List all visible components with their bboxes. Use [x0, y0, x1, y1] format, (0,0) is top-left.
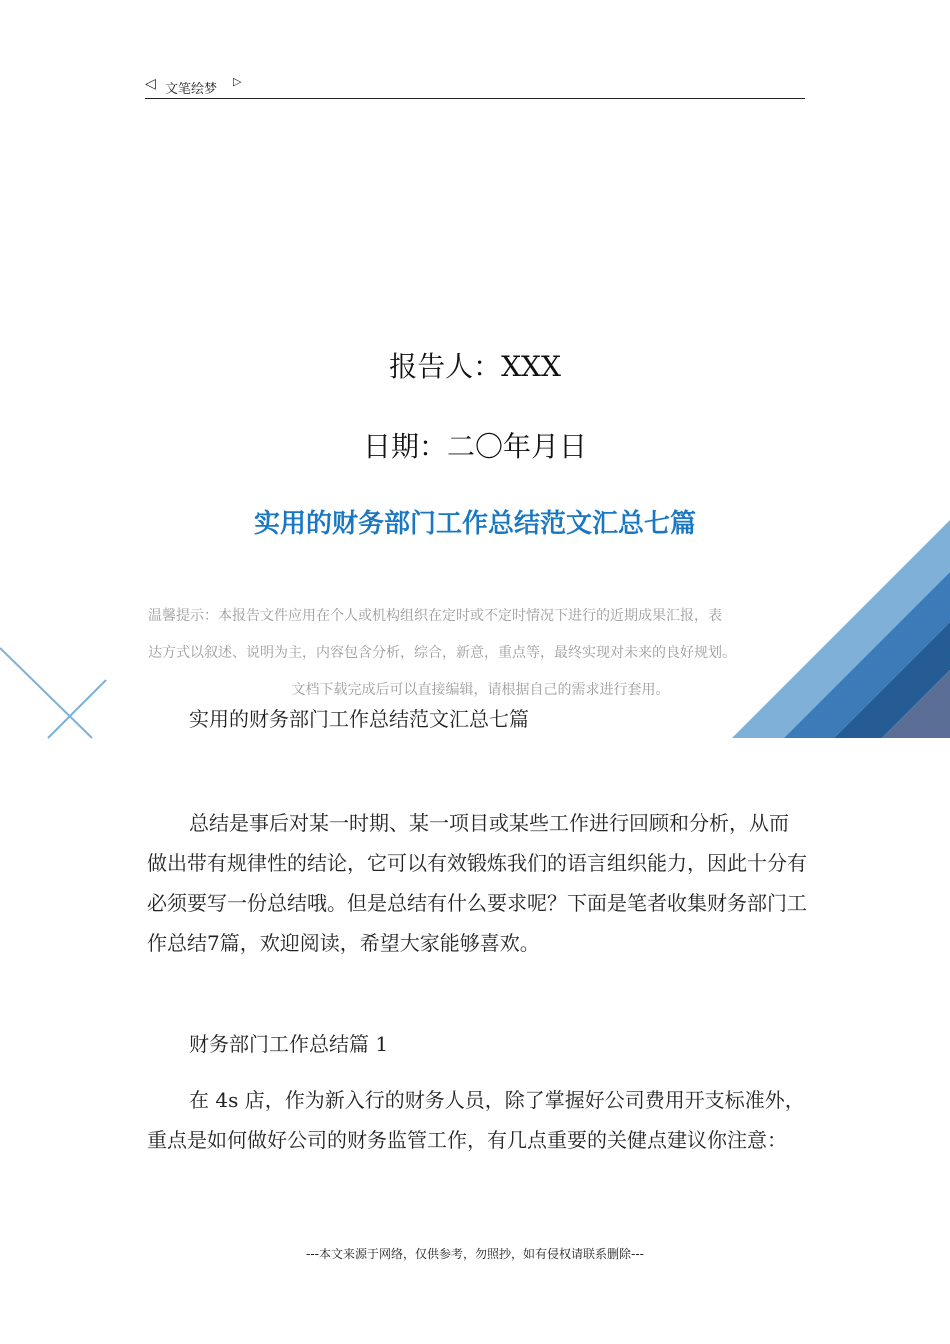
page-header: [145, 74, 805, 99]
intro-paragraph: [147, 803, 807, 963]
page-footer: ---本文来源于网络，仅供参考，勿照抄，如有侵权请联系删除---: [306, 1247, 644, 1261]
section-title: 财务部门工作总结篇 1: [189, 1032, 389, 1056]
triangle-left-icon: ◁: [145, 76, 156, 92]
section-paragraph-text: 在 4s 店，作为新入行的财务人员，除了掌握好公司费用开支标准外，重点是如何做好公司的财务监管工作，有几点重要的关健点建议你注意：: [147, 1088, 805, 1152]
body-subtitle: 实用的财务部门工作总结范文汇总七篇: [189, 707, 529, 731]
reminder-line-1: 温馨提示：本报告文件应用在个人或机构组织在定时或不定时情况下进行的近期成果汇报，表: [148, 608, 722, 624]
reminder-line-2: 达方式以叙述、说明为主，内容包含分析，综合，新意，重点等，最终实现对未来的良好规划。: [148, 645, 736, 661]
triangle-right-icon: ▷: [233, 75, 242, 88]
reminder-line-3: 文档下载完成后可以直接编辑，请根据自己的需求进行套用。: [291, 682, 670, 698]
document-title: 实用的财务部门工作总结范文汇总七篇: [253, 509, 696, 539]
intro-text: 总结是事后对某一时期、某一项目或某些工作进行回顾和分析，从而做出带有规律性的结论，它可以有效锻炼我们的语言组织能力，因此十分有必须要写一份总结哦。但是总结有什么要求呢？下面是笔者收集财务部门工作总结7篇，欢迎阅读，希望大家能够喜欢。: [147, 811, 807, 955]
brand-label: 文笔绘梦: [165, 82, 218, 97]
reporter-line: 报告人：XXX: [389, 350, 561, 383]
decorative-cross-left: [0, 620, 120, 740]
reminder-note: [148, 598, 813, 709]
date-line: 日期：二〇年月日: [362, 430, 587, 463]
section-paragraph: [147, 1080, 807, 1160]
